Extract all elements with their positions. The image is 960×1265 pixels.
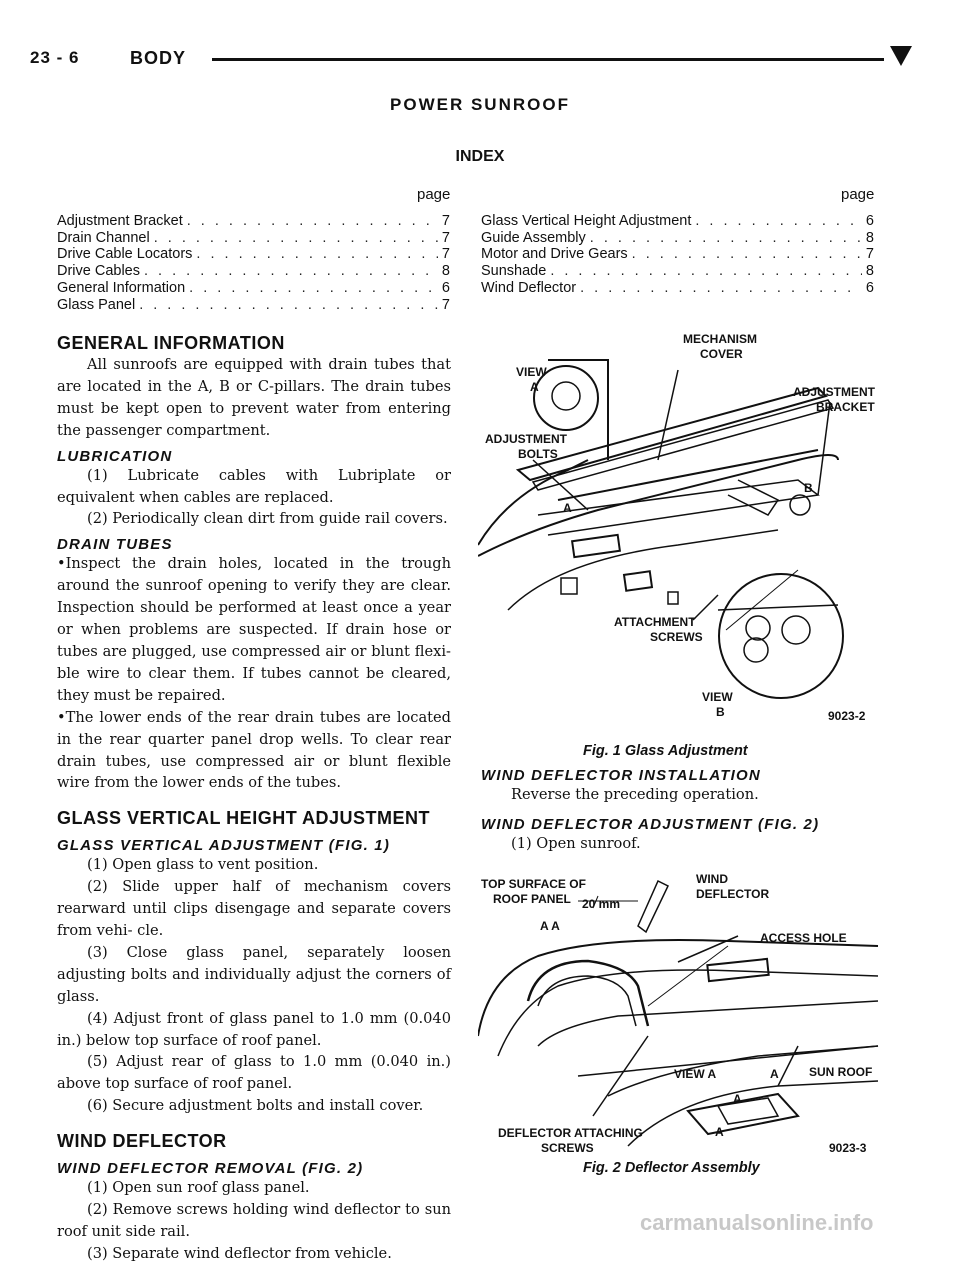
drain-bullet: •The lower ends of the rear drain tubes are located in the rear quarter panel drop wells. To clear rear drain tubes, use compressed air or blunt flexible wire from the lower ends of the tubes. (57, 708, 451, 792)
roof-opening-edge (478, 940, 878, 1036)
index-entry[interactable]: Drive Cables . . . 8 (57, 263, 450, 280)
index-entry[interactable]: Adjustment Bracket . . . 7 (57, 213, 450, 230)
index-title: INDEX (455, 148, 505, 165)
index-entry[interactable]: Glass Vertical Height Adjustment . . . 6 (481, 213, 874, 230)
drain-bullet: •Inspect the drain holes, located in the trough around the sunroof opening to verify they are clear. Inspection should be performed at least once a year or when problems are suspected. If drain hose or tubes are plugged, use compressed air or blunt flexi- ble wire to clear them. If tubes cannot be cleared, they must be repaired. (57, 555, 451, 704)
label-sun-roof: SUN ROOF (809, 1065, 873, 1079)
bullet-icon: • (57, 555, 66, 573)
glass-step: (2) Slide upper half of mechanism covers rearward until clips disengage and separate covers from vehi- cle. (57, 878, 451, 940)
label-view-b: VIEW (702, 690, 733, 704)
label-wind: WIND (696, 872, 728, 886)
view-a-detail (688, 1094, 798, 1134)
label-attachment: ATTACHMENT (614, 615, 696, 629)
view-b-circle (719, 574, 843, 698)
figure-code: 9023-3 (829, 1141, 867, 1155)
figure-1-glass-adjustment (478, 330, 888, 740)
wind-deflector-install-heading: WIND DEFLECTOR INSTALLATION (481, 767, 761, 784)
glass-step: (3) Close glass panel, separately loosen adjusting bolts and individually adjust the corners of glass. (57, 943, 451, 1005)
wind-deflector-removal-heading: WIND DEFLECTOR REMOVAL (FIG. 2) (57, 1160, 364, 1178)
index-entry[interactable]: Drive Cable Locators . . . 7 (57, 246, 450, 263)
glass-step: (1) Open glass to vent position. (87, 856, 319, 874)
label-aa: A A (540, 919, 560, 933)
lubrication-heading: LUBRICATION (57, 447, 173, 465)
section-title: BODY (130, 48, 187, 68)
label-bolts: BOLTS (518, 447, 558, 461)
glass-vertical-heading: GLASS VERTICAL HEIGHT ADJUSTMENT (57, 808, 431, 829)
page-number: 23 - 6 (30, 48, 80, 67)
removal-step: (1) Open sun roof glass panel. (87, 1179, 310, 1197)
label-top-surface: TOP SURFACE OF (481, 877, 586, 891)
index-entry[interactable]: Guide Assembly . . . 8 (481, 230, 874, 247)
wind-deflector-adjust-heading: WIND DEFLECTOR ADJUSTMENT (FIG. 2) (481, 815, 820, 833)
figure-2-caption: Fig. 2 Deflector Assembly (583, 1160, 760, 1176)
adjust-step: (1) Open sunroof. (511, 834, 641, 852)
index-entry[interactable]: Wind Deflector . . . 6 (481, 280, 874, 297)
glass-vertical-subheading: GLASS VERTICAL ADJUSTMENT (FIG. 1) (57, 837, 391, 855)
watermark: carmanualsonline.info (640, 1210, 874, 1235)
lubrication-step: (1) Lubricate cables with Lubriplate or equivalent when cables are replaced. (57, 466, 451, 506)
index-entry[interactable]: General Information . . . 6 (57, 280, 450, 297)
label-access-hole: ACCESS HOLE (760, 931, 847, 945)
label-view-a: VIEW A (674, 1067, 717, 1081)
label-b: B (804, 481, 813, 495)
label-view-a: VIEW (516, 365, 547, 379)
drain-tubes-heading: DRAIN TUBES (57, 536, 173, 554)
page-header (30, 44, 912, 78)
label-mechanism: MECHANISM (683, 332, 757, 346)
label-roof-panel: ROOF PANEL (493, 892, 571, 906)
label-adjustment-bracket: ADJUSTMENT (793, 385, 876, 399)
index-page-label-right: page (841, 186, 875, 203)
label-a: A (770, 1067, 779, 1081)
triangle-marker-icon (890, 46, 912, 66)
label-deflector: DEFLECTOR (696, 887, 770, 901)
lubrication-step: (2) Periodically clean dirt from guide rail covers. (87, 510, 448, 528)
label-a: A (563, 501, 572, 515)
label-cover: COVER (700, 347, 743, 361)
install-text: Reverse the preceding operation. (511, 786, 759, 803)
index-page-label-left: page (417, 186, 451, 203)
index-right-column (481, 213, 874, 297)
label-20mm: 20 mm (582, 897, 621, 911)
figure-code: 9023-2 (828, 709, 866, 723)
index-entry[interactable]: Glass Panel . . . 7 (57, 297, 450, 314)
index-entry[interactable]: Motor and Drive Gears . . . 7 (481, 246, 874, 263)
figure-2-deflector-assembly (478, 866, 888, 1160)
glass-step: (6) Secure adjustment bolts and install cover. (87, 1097, 424, 1115)
bullet-icon: • (57, 708, 66, 726)
label-screws: SCREWS (650, 630, 703, 644)
label-a: A (733, 1092, 742, 1106)
left-text-column (57, 333, 451, 1265)
glass-step: (5) Adjust rear of glass to 1.0 mm (0.040 in.) above top surface of roof panel. (57, 1053, 451, 1093)
general-heading: GENERAL INFORMATION (57, 333, 285, 353)
header-rule (212, 58, 884, 61)
label-view-a-letter: A (530, 380, 539, 394)
right-text-column (481, 767, 881, 855)
index-entry[interactable]: Sunshade . . . 8 (481, 263, 874, 280)
index-entry[interactable]: Drain Channel . . . 7 (57, 230, 450, 247)
removal-step: (2) Remove screws holding wind deflector to sun roof unit side rail. (57, 1201, 451, 1240)
label-a: A (715, 1125, 724, 1139)
figure-1-caption: Fig. 1 Glass Adjustment (583, 743, 748, 759)
label-view-b-letter: B (716, 705, 725, 719)
removal-step: (3) Separate wind deflector from vehicle. (87, 1244, 392, 1262)
glass-step: (4) Adjust front of glass panel to 1.0 mm (0.040 in.) below top surface of roof panel. (57, 1009, 451, 1049)
wind-deflector-heading: WIND DEFLECTOR (57, 1131, 227, 1152)
general-paragraph: All sunroofs are equipped with drain tubes that are located in the A, B or C-pillars. The drain tubes must be kept open to prevent water from entering the passenger compartment. (57, 356, 451, 439)
label-deflector-attaching: DEFLECTOR ATTACHING (498, 1126, 643, 1140)
label-bracket: BRACKET (816, 400, 875, 414)
page-title: POWER SUNROOF (390, 95, 570, 114)
label-screws: SCREWS (541, 1141, 594, 1155)
index-left-column (57, 213, 450, 313)
label-adjustment-bolts: ADJUSTMENT (485, 432, 568, 446)
